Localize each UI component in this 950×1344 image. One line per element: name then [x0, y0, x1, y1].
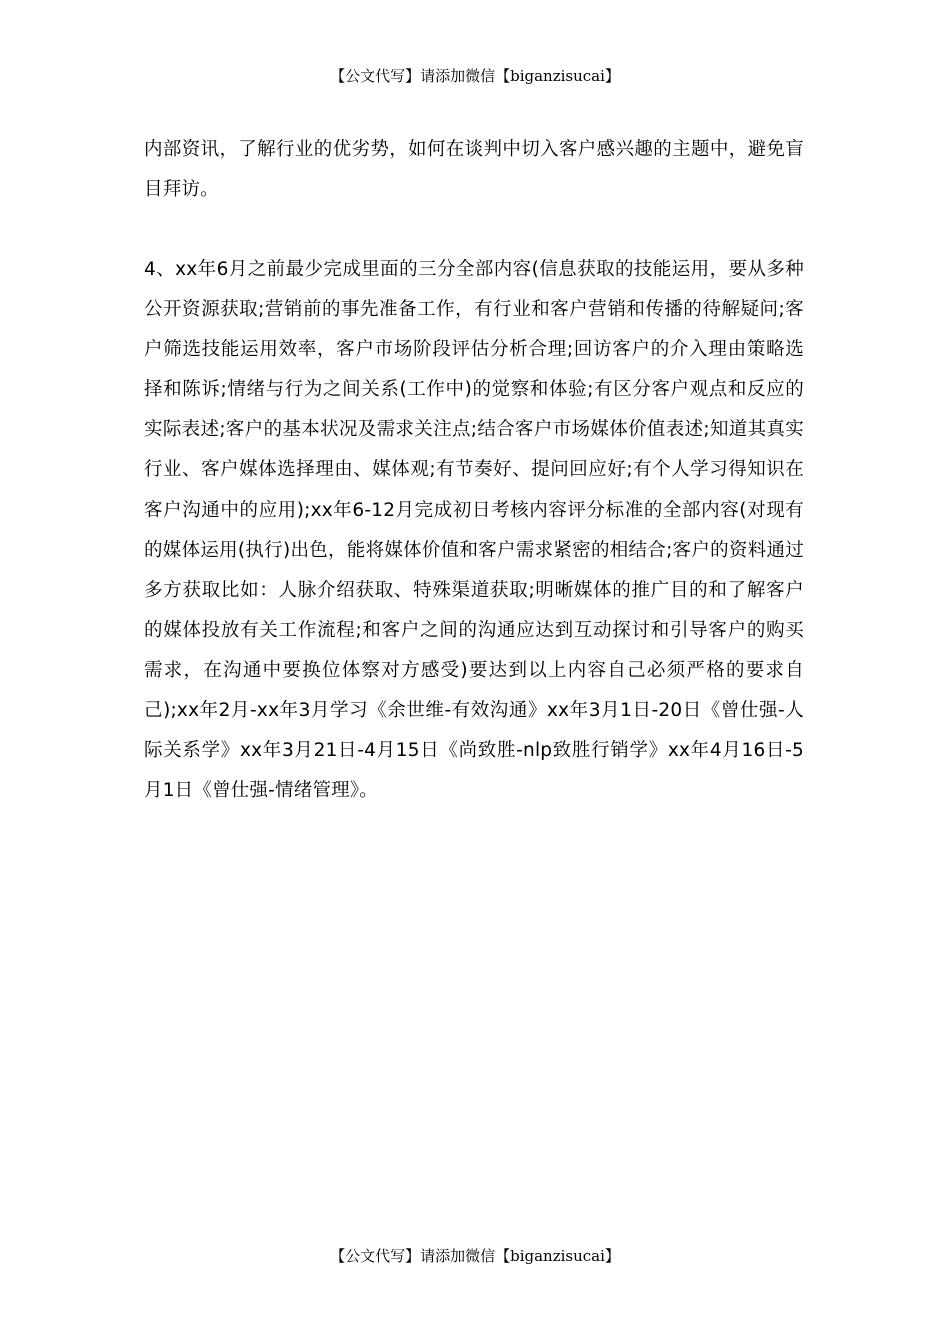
page-header: 【公文代写】请添加微信【biganzisucai】: [330, 67, 620, 85]
paragraph-intro: 内部资讯，了解行业的优劣势，如何在谈判中切入客户感兴趣的主题中，避免盲目拜访。: [144, 139, 804, 201]
page-footer: 【公文代写】请添加微信【biganzisucai】: [330, 1247, 620, 1265]
paragraph-plan: 4、xx年6月之前最少完成里面的三分全部内容(信息获取的技能运用，要从多种公开资源获取;营销前的事先准备工作，有行业和客户营销和传播的待解疑问;客户筛选技能运用效率，客户市场阶段评估分析合理;回访客户的介入理由策略选择和陈诉;情绪与行为之间关系(工作中)的觉察和体验;有区分客户观点和反应的实际表述;客户的基本状况及需求关注点;结合客户市场媒体价值表述;知道其真实行业、客户媒体选择理由、媒体观;有节奏好、提问回应好;有个人学习得知识在客户沟通中的应用);xx年6-12月完成初日考核内容评分标准的全部内容(对现有的媒体运用(执行)出色，能将媒体价值和客户需求紧密的相结合;客户的资料通过多方获取比如：人脉介绍获取、特殊渠道获取;明晰媒体的推广目的和了解客户的媒体投放有关工作流程;和客户之间的沟通应达到互动探讨和引导客户的购买需求，在沟通中要换位体察对方感受)要达到以上内容自己必须严格的要求自己);xx年2月-xx年3月学习《余世维-有效沟通》xx年3月1日-20日《曾仕强-人际关系学》xx年3月21日-4月15日《尚致胜-nlp致胜行销学》xx年4月16日-5月1日《曾仕强-情绪管理》。: [144, 259, 804, 802]
